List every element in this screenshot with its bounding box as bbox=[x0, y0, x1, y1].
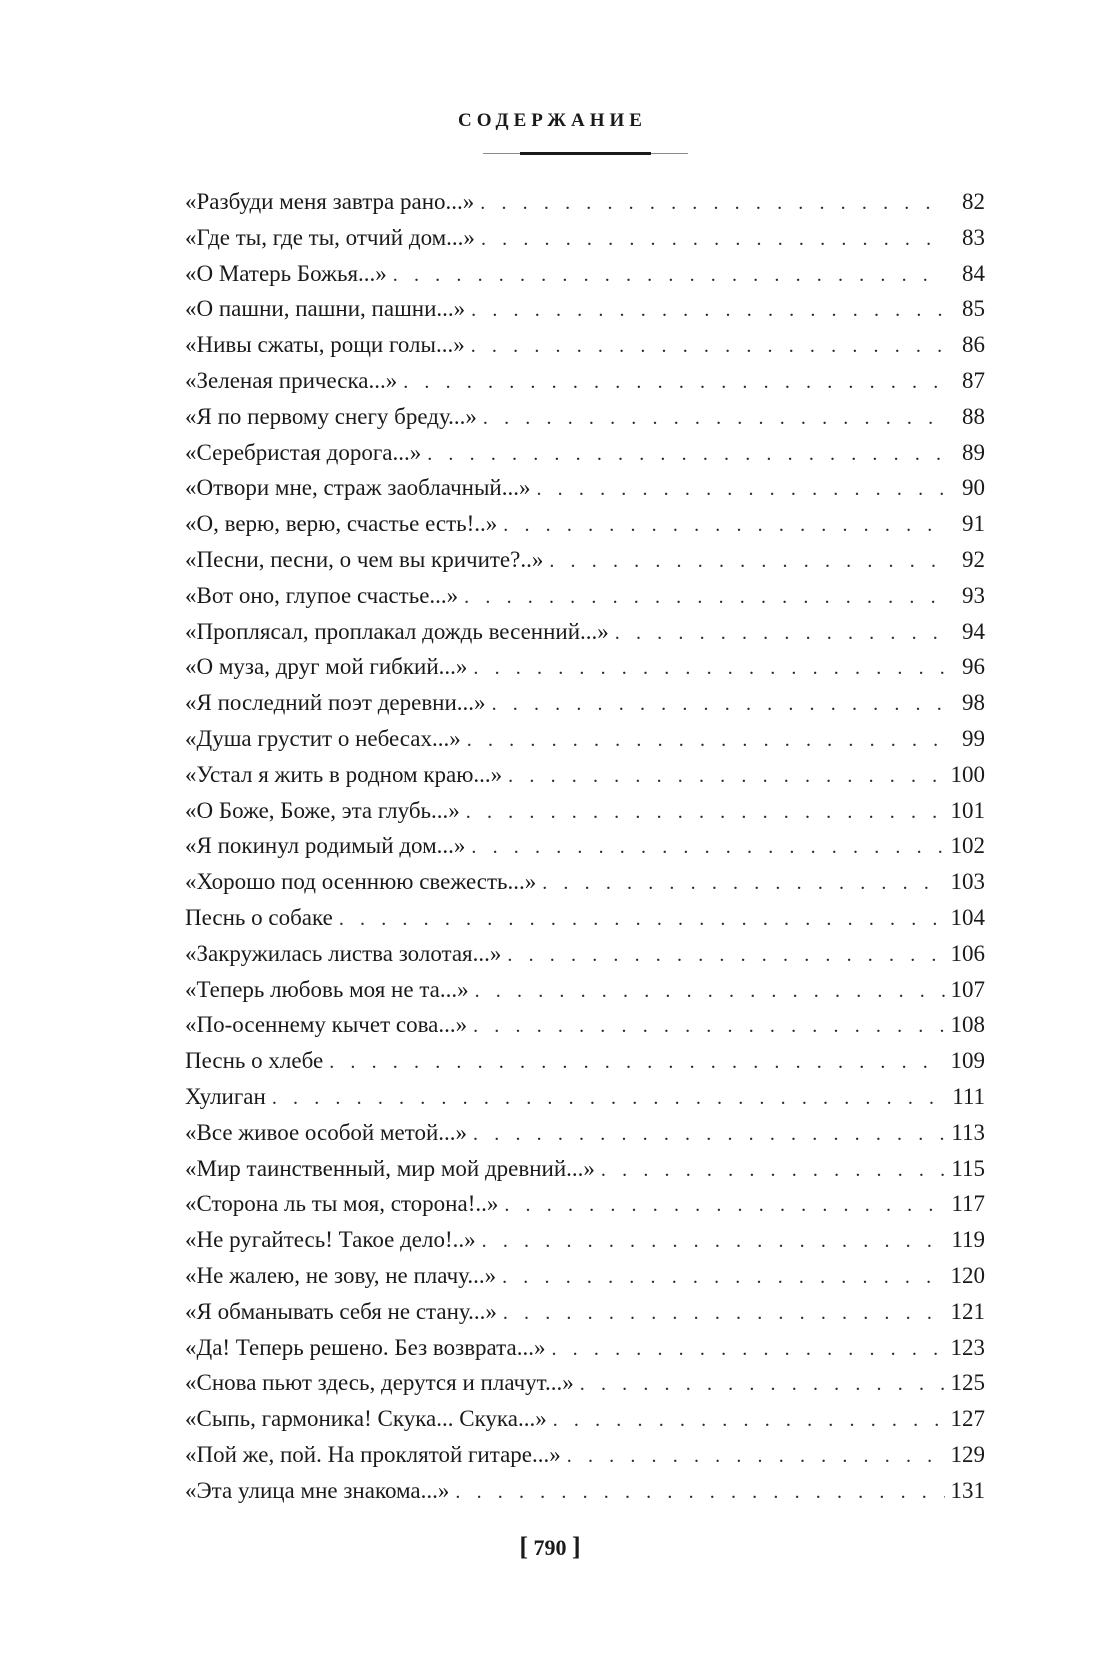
toc-entry-title: «Устал я жить в родном краю...» bbox=[185, 761, 503, 787]
toc-entry-title: «Песни, песни, о чем вы кричите?..» bbox=[185, 546, 544, 572]
toc-entry bbox=[185, 1222, 985, 1258]
toc-dot-leader bbox=[473, 1009, 945, 1045]
toc-entry-page: 102 bbox=[950, 833, 985, 859]
toc-entry bbox=[185, 936, 985, 972]
toc-dot-leader bbox=[508, 759, 945, 795]
toc-entry bbox=[185, 685, 985, 721]
toc-entry-title: Песнь о собаке bbox=[185, 904, 333, 930]
title-divider-accent bbox=[520, 152, 651, 155]
toc-entry-page: 121 bbox=[950, 1298, 985, 1324]
toc-entry-title: «Мир таинственный, мир мой древний...» bbox=[185, 1155, 595, 1181]
toc-dot-leader bbox=[492, 687, 945, 723]
toc-dot-leader bbox=[466, 795, 945, 831]
toc-entry-page: 88 bbox=[962, 403, 985, 429]
toc-entry-page: 131 bbox=[950, 1477, 985, 1503]
toc-entry bbox=[185, 291, 985, 327]
toc-entry bbox=[185, 256, 985, 292]
toc-entry-title: «Отвори мне, страж заоблачный...» bbox=[185, 475, 531, 501]
toc-entry bbox=[185, 793, 985, 829]
toc-entry-page: 103 bbox=[950, 869, 985, 895]
toc-dot-leader bbox=[393, 258, 945, 294]
toc-entry-page: 109 bbox=[950, 1048, 985, 1074]
toc-dot-leader bbox=[615, 616, 945, 652]
toc-entry-page: 93 bbox=[962, 582, 985, 608]
toc-dot-leader bbox=[473, 1117, 945, 1153]
toc-entry bbox=[185, 435, 985, 471]
toc-entry-page: 120 bbox=[950, 1262, 985, 1288]
toc-entry bbox=[185, 506, 985, 542]
toc-dot-leader bbox=[471, 329, 945, 365]
toc-entry-page: 100 bbox=[950, 761, 985, 787]
page-title: СОДЕРЖАНИЕ bbox=[458, 110, 647, 131]
toc-entry-title: «По-осеннему кычет сова...» bbox=[185, 1012, 468, 1038]
page-number-bracket-open: [ bbox=[519, 1532, 528, 1561]
toc-dot-leader bbox=[507, 938, 945, 974]
table-of-contents bbox=[185, 184, 985, 1508]
toc-entry bbox=[185, 578, 985, 614]
toc-dot-leader bbox=[339, 902, 945, 938]
toc-entry-title: «Вот оно, глупое счастье...» bbox=[185, 582, 459, 608]
toc-entry bbox=[185, 399, 985, 435]
toc-entry bbox=[185, 828, 985, 864]
toc-entry-title: Хулиган bbox=[185, 1083, 266, 1109]
toc-entry bbox=[185, 900, 985, 936]
toc-entry bbox=[185, 614, 985, 650]
page-number-value: 790 bbox=[533, 1535, 567, 1560]
toc-entry bbox=[185, 972, 985, 1008]
toc-dot-leader bbox=[471, 293, 945, 329]
toc-entry bbox=[185, 1115, 985, 1151]
toc-entry-page: 127 bbox=[950, 1406, 985, 1432]
toc-entry-title: «Сторона ль ты моя, сторона!..» bbox=[185, 1191, 499, 1217]
toc-entry-page: 82 bbox=[962, 189, 985, 214]
toc-dot-leader bbox=[567, 1439, 945, 1475]
toc-entry-title: Песнь о хлебе bbox=[185, 1048, 324, 1074]
page-header bbox=[0, 110, 1100, 132]
toc-entry bbox=[185, 1473, 985, 1509]
toc-entry-title: «Зеленая прическа...» bbox=[185, 367, 398, 393]
toc-entry-page: 101 bbox=[950, 797, 985, 823]
toc-entry bbox=[185, 1437, 985, 1473]
toc-entry-title: «Разбуди меня завтра рано...» bbox=[185, 189, 475, 214]
toc-entry-title: «О Боже, Боже, эта глубь...» bbox=[185, 797, 460, 823]
toc-entry-title: «Проплясал, проплакал дождь весенний...» bbox=[185, 618, 609, 644]
toc-entry-page: 91 bbox=[962, 511, 985, 537]
toc-entry-title: «Эта улица мне знакома...» bbox=[185, 1477, 450, 1503]
toc-entry-page: 108 bbox=[950, 1012, 985, 1038]
toc-entry-page: 106 bbox=[950, 940, 985, 966]
toc-dot-leader bbox=[503, 508, 945, 544]
toc-entry bbox=[185, 327, 985, 363]
toc-dot-leader bbox=[471, 830, 945, 866]
toc-entry-page: 86 bbox=[962, 332, 985, 358]
toc-entry-page: 89 bbox=[962, 439, 985, 465]
toc-entry-title: «Сыпь, гармоника! Скука... Скука...» bbox=[185, 1406, 547, 1432]
toc-entry-title: «О муза, друг мой гибкий...» bbox=[185, 654, 468, 680]
toc-entry bbox=[185, 1365, 985, 1401]
toc-entry-title: «Серебристая дорога...» bbox=[185, 439, 422, 465]
toc-entry-title: «Все живое особой метой...» bbox=[185, 1119, 468, 1145]
toc-entry-page: 96 bbox=[962, 654, 985, 680]
toc-dot-leader bbox=[503, 1296, 945, 1332]
toc-entry bbox=[185, 1079, 985, 1115]
toc-entry-page: 94 bbox=[962, 618, 985, 644]
toc-entry-page: 113 bbox=[951, 1119, 985, 1145]
toc-entry-title: «Не ругайтесь! Такое дело!..» bbox=[185, 1227, 476, 1253]
toc-entry bbox=[185, 757, 985, 793]
toc-entry bbox=[185, 721, 985, 757]
toc-entry-page: 129 bbox=[950, 1441, 985, 1467]
toc-dot-leader bbox=[536, 472, 945, 508]
toc-dot-leader bbox=[464, 580, 945, 616]
toc-entry bbox=[185, 363, 985, 399]
toc-entry-page: 123 bbox=[950, 1334, 985, 1360]
toc-entry bbox=[185, 1186, 985, 1222]
toc-entry-page: 83 bbox=[962, 224, 985, 250]
toc-entry bbox=[185, 220, 985, 256]
toc-entry-page: 92 bbox=[962, 546, 985, 572]
toc-entry-title: «Да! Теперь решено. Без возврата...» bbox=[185, 1334, 546, 1360]
toc-entry-page: 98 bbox=[962, 690, 985, 716]
toc-dot-leader bbox=[482, 1224, 945, 1260]
toc-entry bbox=[185, 1401, 985, 1437]
toc-dot-leader bbox=[553, 1403, 945, 1439]
toc-entry-page: 125 bbox=[950, 1370, 985, 1396]
toc-dot-leader bbox=[475, 974, 945, 1010]
toc-entry bbox=[185, 649, 985, 685]
toc-entry-page: 85 bbox=[962, 296, 985, 322]
page-number bbox=[0, 1532, 1100, 1562]
toc-entry-title: «О пашни, пашни, пашни...» bbox=[185, 296, 466, 322]
toc-dot-leader bbox=[329, 1045, 945, 1081]
toc-entry bbox=[185, 1151, 985, 1187]
toc-entry-title: «Я по первому снегу бреду...» bbox=[185, 403, 477, 429]
toc-entry-title: «О, верю, верю, счастье есть!..» bbox=[185, 511, 498, 537]
toc-entry bbox=[185, 1258, 985, 1294]
toc-entry-page: 87 bbox=[962, 367, 985, 393]
toc-entry-page: 104 bbox=[950, 904, 985, 930]
toc-entry bbox=[185, 1043, 985, 1079]
toc-entry-page: 115 bbox=[951, 1155, 985, 1181]
toc-entry bbox=[185, 1007, 985, 1043]
toc-dot-leader bbox=[549, 544, 945, 580]
toc-entry-page: 117 bbox=[951, 1191, 985, 1217]
toc-entry bbox=[185, 864, 985, 900]
toc-entry-title: «Закружилась листва золотая...» bbox=[185, 940, 502, 966]
toc-dot-leader bbox=[403, 365, 945, 401]
toc-entry-title: «Душа грустит о небесах...» bbox=[185, 725, 461, 751]
toc-dot-leader bbox=[473, 651, 945, 687]
toc-dot-leader bbox=[480, 186, 945, 222]
toc-entry-title: «Я покинул родимый дом...» bbox=[185, 833, 466, 859]
toc-dot-leader bbox=[467, 723, 945, 759]
toc-entry-title: «Теперь любовь моя не та...» bbox=[185, 976, 469, 1002]
toc-dot-leader bbox=[483, 401, 945, 437]
toc-entry bbox=[185, 1330, 985, 1366]
toc-dot-leader bbox=[502, 1260, 945, 1296]
toc-dot-leader bbox=[455, 1475, 945, 1511]
toc-entry bbox=[185, 1294, 985, 1330]
toc-entry-page: 119 bbox=[951, 1227, 985, 1253]
toc-dot-leader bbox=[504, 1188, 945, 1224]
toc-entry-title: «Я последний поэт деревни...» bbox=[185, 690, 486, 716]
toc-dot-leader bbox=[481, 222, 945, 258]
toc-entry-title: «Не жалею, не зову, не плачу...» bbox=[185, 1262, 497, 1288]
toc-entry bbox=[185, 542, 985, 578]
toc-dot-leader bbox=[551, 1332, 945, 1368]
toc-dot-leader bbox=[427, 437, 945, 473]
toc-entry-title: «О Матерь Божья...» bbox=[185, 260, 387, 286]
toc-dot-leader bbox=[601, 1153, 945, 1189]
toc-entry-page: 111 bbox=[952, 1083, 985, 1109]
toc-entry-title: «Я обманывать себя не стану...» bbox=[185, 1298, 497, 1324]
toc-dot-leader bbox=[272, 1081, 945, 1117]
toc-entry-title: «Пой же, пой. На проклятой гитаре...» bbox=[185, 1441, 561, 1467]
toc-entry-page: 107 bbox=[950, 976, 985, 1002]
toc-entry-page: 99 bbox=[962, 725, 985, 751]
toc-dot-leader bbox=[580, 1367, 945, 1403]
toc-entry bbox=[185, 470, 985, 506]
toc-entry bbox=[185, 184, 985, 220]
toc-entry-page: 90 bbox=[962, 475, 985, 501]
toc-dot-leader bbox=[542, 866, 945, 902]
toc-entry-title: «Снова пьют здесь, дерутся и плачут...» bbox=[185, 1370, 574, 1396]
page-number-bracket-close: ] bbox=[572, 1532, 581, 1561]
toc-entry-title: «Где ты, где ты, отчий дом...» bbox=[185, 224, 475, 250]
toc-entry-title: «Хорошо под осеннюю свежесть...» bbox=[185, 869, 537, 895]
toc-entry-title: «Нивы сжаты, рощи голы...» bbox=[185, 332, 465, 358]
toc-entry-page: 84 bbox=[962, 260, 985, 286]
